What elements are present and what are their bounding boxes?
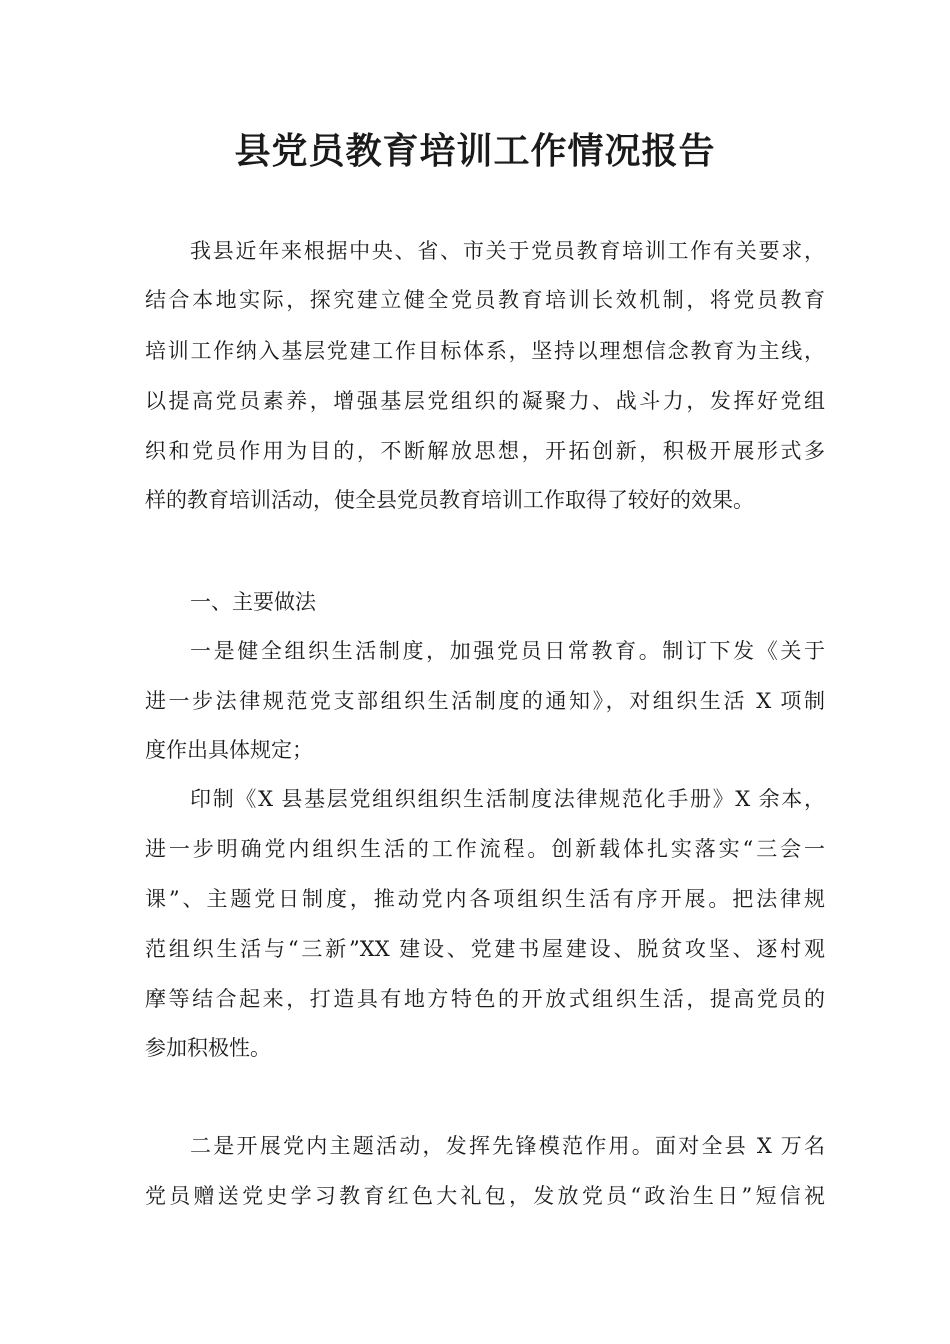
para2-line-2: 进一步明确党内组织生活的工作流程。创新载体扎实落实“三会一 [145,837,825,861]
section-heading: 一、主要做法 [190,590,316,614]
intro-line-5: 织和党员作用为目的，不断解放思想，开拓创新，积极开展形式多 [145,439,825,463]
intro-line-2: 结合本地实际，探究建立健全党员教育培训长效机制，将党员教育 [145,288,825,312]
para1-line-2: 进一步法律规范党支部组织生活制度的通知》，对组织生活 X 项制 [145,689,825,713]
para2-line-1: 印制《X 县基层党组织组织生活制度法律规范化手册》X 余本， [190,787,825,811]
para2-line-4: 范组织生活与“三新”XX 建设、党建书屋建设、脱贫攻坚、逐村观 [145,937,825,961]
para3-line-1: 二是开展党内主题活动，发挥先锋模范作用。面对全县 X 万名 [190,1134,825,1158]
para1-line-1: 一是健全组织生活制度，加强党员日常教育。制订下发《关于 [190,639,825,663]
para1-line-3: 度作出具体规定； [145,738,313,762]
para3-line-2: 党员赠送党史学习教育红色大礼包，发放党员“政治生日”短信祝 [145,1184,825,1208]
document-title: 县党员教育培训工作情况报告 [234,131,716,172]
intro-line-6: 样的教育培训活动，使全县党员教育培训工作取得了较好的效果。 [145,488,754,512]
para2-line-6: 参加积极性。 [145,1036,271,1060]
para2-line-5: 摩等结合起来，打造具有地方特色的开放式组织生活，提高党员的 [145,987,825,1011]
intro-line-4: 以提高党员素养，增强基层党组织的凝聚力、战斗力，发挥好党组 [145,389,825,413]
para2-line-3: 课”、主题党日制度，推动党内各项组织生活有序开展。把法律规 [145,887,825,911]
intro-line-1: 我县近年来根据中央、省、市关于党员教育培训工作有关要求， [190,239,825,263]
intro-line-3: 培训工作纳入基层党建工作目标体系，坚持以理想信念教育为主线， [145,339,825,363]
